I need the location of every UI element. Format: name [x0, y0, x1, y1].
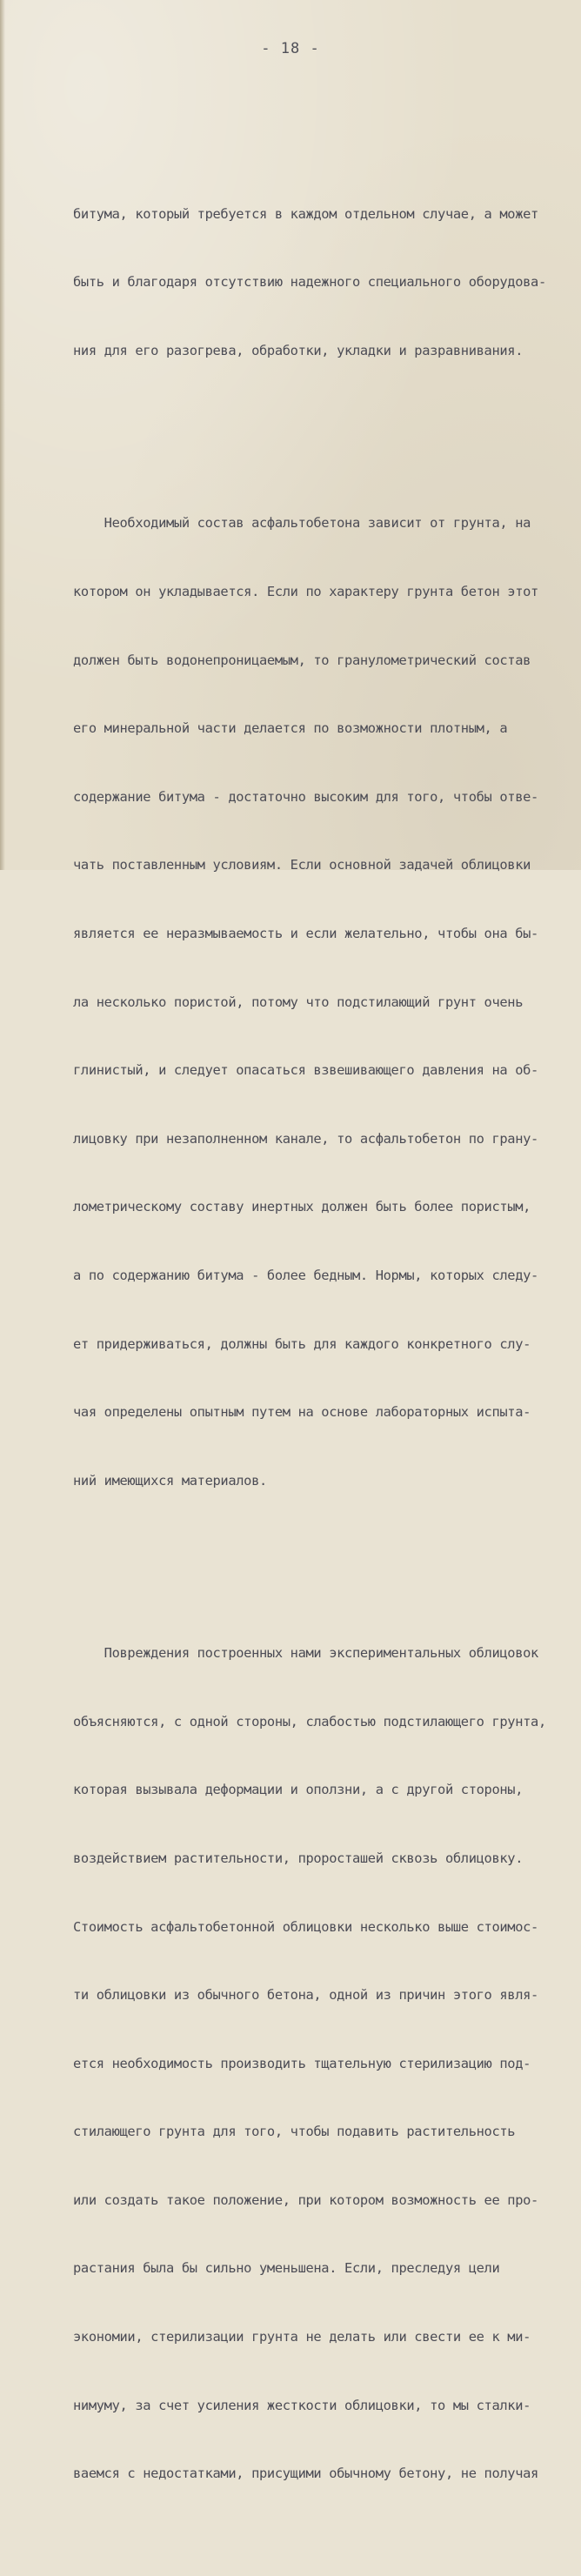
text-line: которая вызывала деформации и оползни, а с другой стороны, [73, 1782, 524, 1798]
text-line: стилающего грунта для того, чтобы подавить растительность [73, 2124, 516, 2140]
text-line: ется необходимость производить тщательную стерилизацию под- [73, 2055, 531, 2071]
text-line: растания была бы сильно уменьшена. Если, преследуя цели [73, 2260, 500, 2277]
text-line: ния для его разогрева, обработки, укладки и разравнивания. [73, 343, 524, 358]
text-line: его минеральной части делается по возможности плотным, а [73, 720, 508, 737]
text-line: должен быть водонепроницаемым, то гранулометрический состав [73, 652, 531, 668]
text-line: лометрическому составу инертных должен быть более пористым, [73, 1199, 531, 1215]
text-line: ти облицовки из обычного бетона, одной из причин этого явля- [73, 1987, 538, 2004]
text-line: содержание битума - достаточно высоким для того, чтобы отве- [73, 788, 538, 805]
text-line: ваемся с недостатками, присущими обычному бетону, не получая [73, 2466, 538, 2482]
text-line: является ее неразмываемость и если желательно, чтобы она бы- [73, 925, 538, 941]
text-line: лицовку при незаполненном канале, то асфальтобетон по грану- [73, 1130, 538, 1147]
paragraph [73, 157, 571, 407]
text-line: Стоимость асфальтобетонной облицовки несколько выше стоимос- [73, 1918, 538, 1935]
paragraph [73, 466, 571, 1537]
text-line: быть и благодаря отсутствию надежного специального оборудова- [73, 274, 546, 291]
text-line: нимуму, за счет усиления жесткости облицовки, то мы сталки- [73, 2397, 531, 2413]
text-line: ет придерживаться, должны быть для каждого конкретного слу- [73, 1335, 531, 1352]
text-line: воздействием растительности, проросташей сквозь облицовку. [73, 1850, 524, 1866]
text-line: или создать такое положение, при котором возможность ее про- [73, 2191, 538, 2208]
page-number: - 18 - [261, 40, 320, 57]
text-line: котором он укладывается. Если по характеру грунта бетон этот [73, 584, 538, 599]
text-line: а по содержанию битума - более бедным. Нормы, которых следу- [73, 1267, 538, 1283]
paragraph [73, 1596, 571, 2531]
text-line: Необходимый состав асфальтобетона зависит от грунта, на [73, 515, 531, 532]
text-line: ний имеющихся материалов. [73, 1472, 267, 1489]
text-line: чать поставленным условиям. Если основной задачей облицовки [73, 857, 531, 873]
text-line: битума, который требуется в каждом отдельном случае, а может [73, 205, 538, 222]
text-line: глинистый, и следует опасаться взвешивающего давления на об- [73, 1062, 538, 1079]
text-line: Повреждения построенных нами экспериментальных облицовок [73, 1645, 538, 1662]
text-line: объясняются, с одной стороны, слабостью подстилающего грунта, [73, 1713, 546, 1730]
text-line: чая определены опытным путем на основе лабораторных испыта- [73, 1404, 531, 1421]
text-line: экономии, стерилизации грунта не делать или свести ее к ми- [73, 2329, 531, 2345]
text-line: ла несколько пористой, потому что подстилающий грунт очень [73, 994, 524, 1010]
page-edge-shadow [0, 0, 5, 870]
body-text [73, 111, 571, 2576]
